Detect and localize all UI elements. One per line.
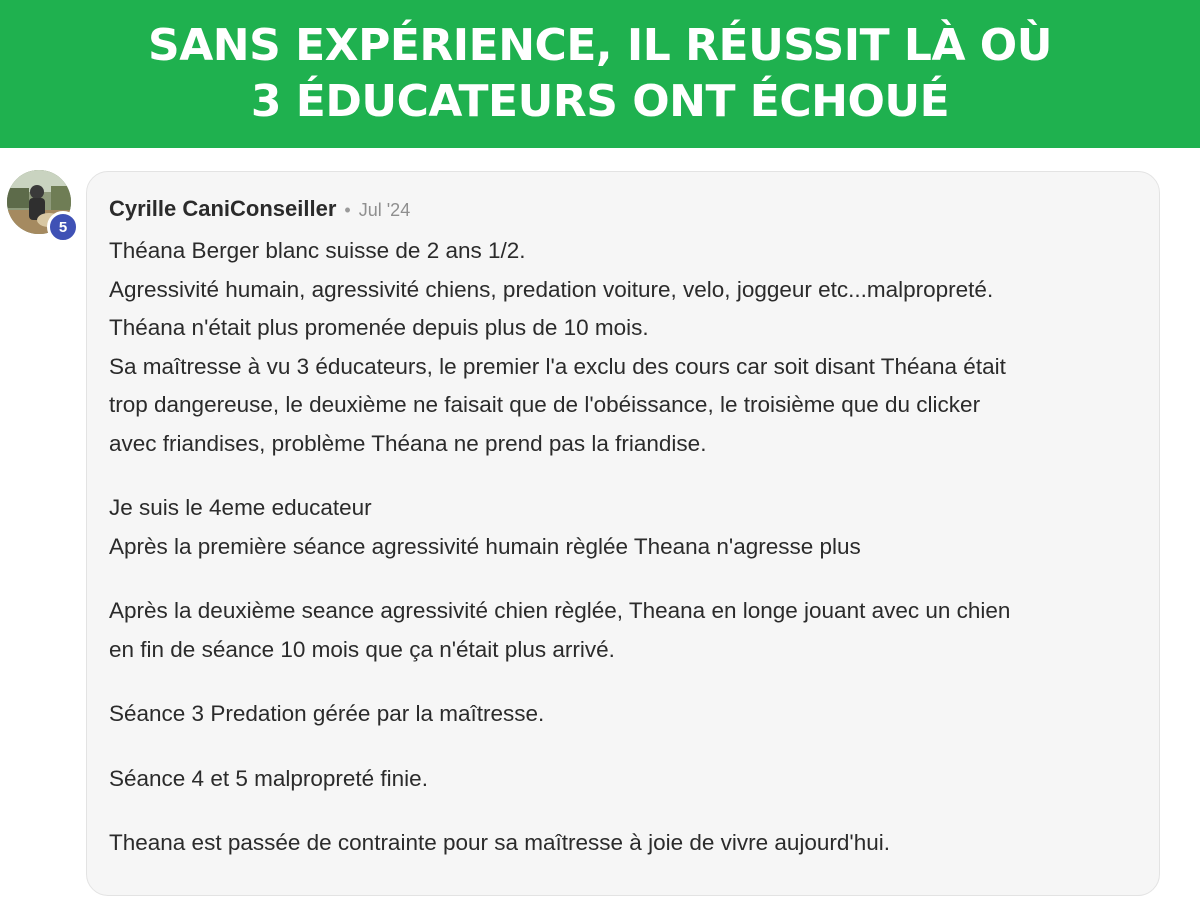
comment-paragraph <box>109 824 1139 863</box>
author-name[interactable]: Cyrille CaniConseiller <box>109 196 337 221</box>
comment-paragraph <box>109 695 1139 734</box>
comment-paragraph <box>109 232 1139 463</box>
comment-meta <box>109 196 1139 226</box>
comment-line: Après la première séance agressivité humain règlée Theana n'agresse plus <box>109 533 861 559</box>
comment-line: Séance 3 Predation gérée par la maîtresse. <box>109 701 545 726</box>
comment-paragraph <box>109 760 1139 799</box>
headline-line-2: 3 ÉDUCATEURS ONT ÉCHOUÉ <box>250 76 950 127</box>
comment-paragraph <box>109 592 1139 669</box>
comment-line: Séance 4 et 5 malpropreté finie. <box>109 765 428 791</box>
headline-banner <box>0 0 1200 148</box>
comment-line: Agressivité humain, agressivité chiens, predation voiture, velo, joggeur etc...malpropreté. <box>109 276 994 302</box>
comment-line: Théana n'était plus promenée depuis plus de 10 mois. <box>109 315 649 340</box>
comment-line: Je suis le 4eme educateur <box>109 495 372 520</box>
comment-paragraph <box>109 489 1139 566</box>
comment-card <box>86 171 1160 896</box>
level-badge: 5 <box>47 211 79 243</box>
comment-line: Théana Berger blanc suisse de 2 ans 1/2. <box>109 238 526 263</box>
comment-line: en fin de séance 10 mois que ça n'était plus arrivé. <box>109 636 615 662</box>
comment-line: Theana est passée de contrainte pour sa maîtresse à joie de vivre aujourd'hui. <box>109 830 891 855</box>
comment-line: Après la deuxième seance agressivité chien règlée, Theana en longe jouant avec un chien <box>109 598 1011 623</box>
comment-line: trop dangereuse, le deuxième ne faisait que de l'obéissance, le troisième que du clicker <box>109 392 981 417</box>
comment-line: Sa maîtresse à vu 3 éducateurs, le premier l'a exclu des cours car soit disant Théana était <box>109 353 1006 379</box>
comment-date[interactable]: Jul '24 <box>358 200 411 220</box>
comment-line: avec friandises, problème Théana ne prend pas la friandise. <box>109 430 707 456</box>
headline-line-1: SANS EXPÉRIENCE, IL RÉUSSIT LÀ OÙ <box>148 20 1052 71</box>
meta-separator: • <box>344 200 351 220</box>
